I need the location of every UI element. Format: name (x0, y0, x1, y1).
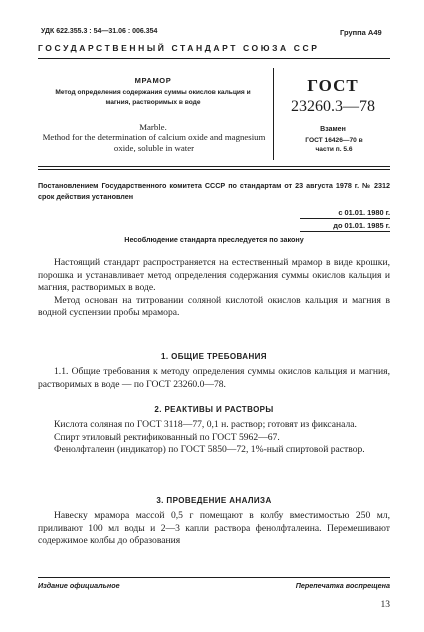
decree-text: Постановлением Государственного комитета СССР по стандартам от 23 августа 1978 г. № 2312 срок действия установлен (38, 181, 390, 201)
decree-date-from: с 01.01. 1980 г. (338, 208, 390, 217)
subtitle-ru: Метод определения содержания суммы окислов кальция и магния, растворимых в воде (55, 89, 251, 106)
date-rule-2 (300, 231, 390, 232)
intro-block (38, 257, 390, 320)
footer-official: Издание официальное (38, 581, 120, 590)
section-1-paragraph: 1.1. Общие требования к методу определения суммы окислов кальция и магния, растворимых в воде — по ГОСТ 23260.0—78. (38, 366, 390, 390)
title-block-rule-bottom (38, 169, 390, 170)
gost-number: 23260.3—78 (291, 98, 375, 115)
intro-paragraph-1: Настоящий стандарт распространяется на естественный мрамор в виде крошки, порошка и устанавливает метод определения содержания суммы окислов кальция и магния, растворимых в воде. (38, 257, 390, 294)
page-number: 13 (380, 600, 390, 610)
decree-date-to: до 01.01. 1985 г. (333, 221, 390, 230)
section-2-heading: 2. РЕАКТИВЫ И РАСТВОРЫ (154, 405, 274, 414)
udk-code: УДК 622.355.3 : 54—31.06 : 006.354 (41, 28, 158, 35)
footer-rule (38, 577, 390, 578)
section-3-block (38, 510, 390, 548)
law-warning: Несоблюдение стандарта преследуется по закону (124, 235, 304, 244)
section-2-paragraph-1: Кислота соляная по ГОСТ 3118—77, 0,1 н. раствор; готовят из фиксанала. (54, 419, 357, 430)
section-3-paragraph: Навеску мрамора массой 0,5 г помещают в колбу вместимостью 250 мл, приливают 100 мл воды и 2—3 капли раствора фенолфталеина. Перемешивают содержимое колбы до образования (38, 510, 390, 547)
footer-reprint: Перепечатка воспрещена (295, 581, 390, 590)
section-2-paragraph-3: Фенолфталеин (индикатор) по ГОСТ 5850—72, 1%-ный спиртовой раствор. (54, 444, 365, 456)
intro-paragraph-2: Метод основан на титровании соляной кислотой окислов кальция и магния в водной суспензии пробы мрамора. (38, 294, 390, 319)
section-3-heading: 3. ПРОВЕДЕНИЕ АНАЛИЗА (156, 496, 272, 505)
date-rule-1 (300, 218, 390, 219)
section-1-block (38, 366, 390, 391)
standard-line: ГОСУДАРСТВЕННЫЙ СТАНДАРТ СОЮЗА ССР (38, 43, 320, 53)
header-rule (38, 58, 390, 59)
replaces-label: Взамен (320, 126, 346, 133)
title-ru: МРАМОР (134, 76, 172, 85)
gost-label: ГОСТ (307, 76, 359, 95)
title-divider (273, 68, 274, 160)
title-block-rule-top (38, 166, 390, 167)
subtitle-en: Method for the determination of calcium oxide and magnesium oxide, soluble in water (42, 132, 266, 153)
section-1-heading: 1. ОБЩИЕ ТРЕБОВАНИЯ (161, 352, 267, 361)
replaces-text: ГОСТ 16426—70 в части п. 5.6 (305, 137, 363, 153)
group-code: Группа А49 (340, 28, 382, 37)
title-en: Marble. (139, 122, 167, 132)
section-2-paragraph-2: Спирт этиловый ректификованный по ГОСТ 5962—67. (54, 431, 280, 443)
section-2-block (38, 419, 390, 457)
